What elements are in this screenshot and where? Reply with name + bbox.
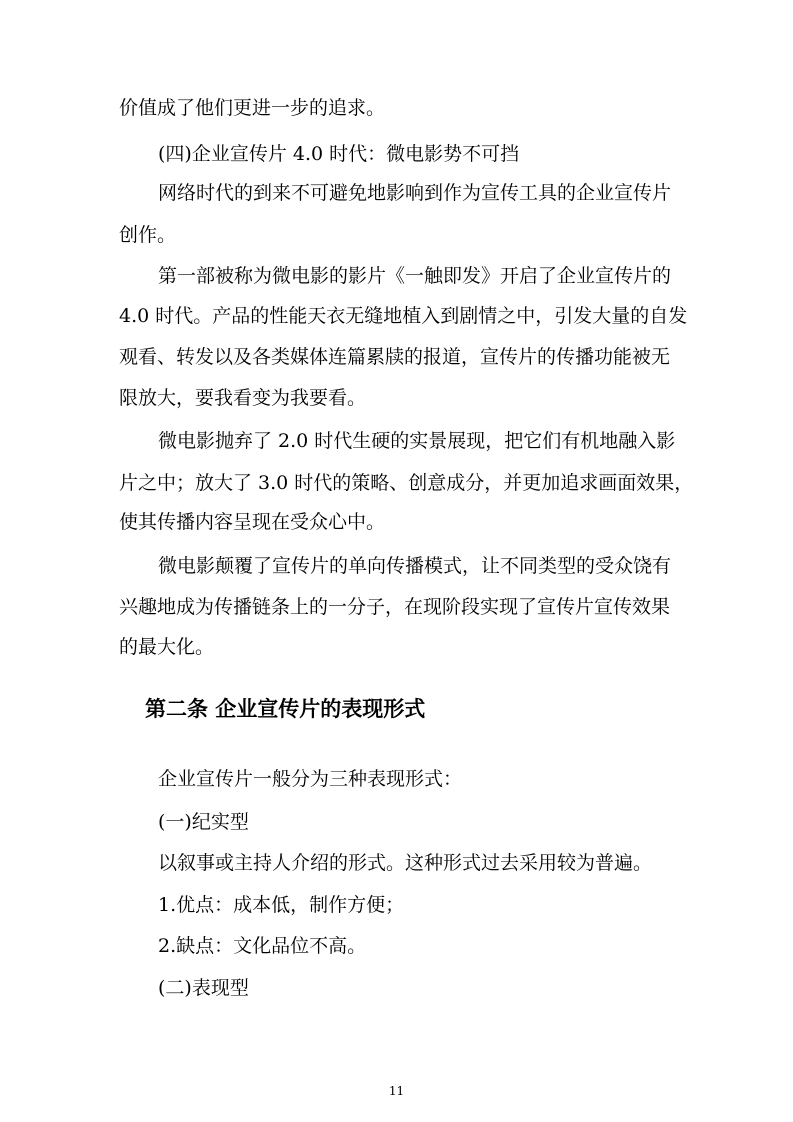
paragraph-line: 以叙事或主持人介绍的形式。这种形式过去采用较为普遍。 [158,852,653,874]
paragraph-line: 使其传播内容呈现在受众心中。 [119,511,386,533]
paragraph-line: 微电影颠覆了宣传片的单向传播模式，让不同类型的受众饶有 [158,555,672,577]
page-number: 11 [388,1084,405,1098]
list-item: 2.缺点：文化品位不高。 [158,935,367,957]
subsection-title: (四)企业宣传片 4.0 时代：微电影势不可挡 [158,143,520,165]
section-heading: 第二条 企业宣传片的表现形式 [145,696,426,721]
paragraph-line: 4.0 时代。产品的性能天衣无缝地植入到剧情之中，引发大量的自发 [119,305,688,327]
paragraph-line: 的最大化。 [119,636,215,658]
paragraph-line: 兴趣地成为传播链条上的一分子，在现阶段实现了宣传片宣传效果 [119,596,671,618]
paragraph-line: 观看、转发以及各类媒体连篇累牍的报道，宣传片的传播功能被无 [119,346,671,368]
subsection-title: (二)表现型 [158,977,249,999]
paragraph-line: 微电影抛弃了 2.0 时代生硬的实景展现，把它们有机地融入影 [158,430,676,452]
paragraph-line: 网络时代的到来不可避免地影响到作为宣传工具的企业宣传片 [158,182,672,204]
list-item: 1.优点：成本低，制作方便； [158,894,405,916]
paragraph-line: 第一部被称为微电影的影片《一触即发》开启了企业宣传片的 [158,265,672,287]
paragraph-line: 价值成了他们更进一步的追求。 [119,97,386,119]
paragraph-line: 创作。 [119,224,177,246]
paragraph-line: 片之中；放大了 3.0 时代的策略、创意成分，并更加追求画面效果， [119,472,694,494]
paragraph-line: 企业宣传片一般分为三种表现形式： [158,768,463,790]
subsection-title: (一)纪实型 [158,811,249,833]
paragraph-line: 限放大，要我看变为我要看。 [119,387,367,409]
